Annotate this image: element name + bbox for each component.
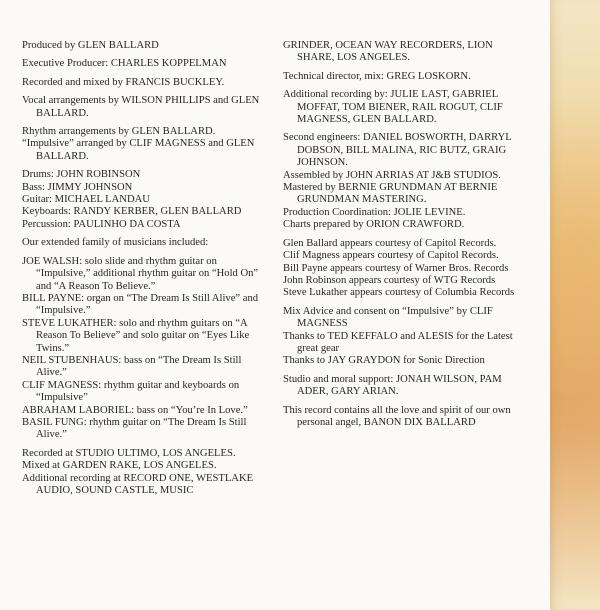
credit-line: Studio and moral support: JONAH WILSON, PAM ADER, GARY ARIAN. bbox=[283, 373, 502, 398]
credit-line: Mastered by BERNIE GRUNDMAN AT BERNIE GRUNDMAN MASTERING. bbox=[283, 182, 498, 206]
credit-line: Second engineers: DANIEL BOSWORTH, DARRYL DOBSON, BILL MALINA, RIC BUTZ, GRAIG JOHNSON. bbox=[283, 132, 512, 169]
credit-line: Mixed at GARDEN RAKE, LOS ANGELES. bbox=[22, 460, 217, 472]
credit-line: Bass: JIMMY JOHNSON bbox=[22, 181, 133, 193]
credit-line: Guitar: MICHAEL LANDAU bbox=[22, 194, 150, 206]
artwork-edge bbox=[550, 0, 600, 610]
credit-line: Recorded at STUDIO ULTIMO, LOS ANGELES. bbox=[22, 447, 236, 459]
credit-line: JOE WALSH: solo slide and rhythm guitar on “Impulsive,” additional rhythm guitar on “Hold On” and “A Reason To Believe.” bbox=[22, 255, 259, 292]
credit-line: Glen Ballard appears courtesy of Capitol Records. bbox=[283, 237, 497, 249]
credit-line: GRINDER, OCEAN WAY RECORDERS, LION SHARE, LOS ANGELES. bbox=[283, 40, 493, 64]
credit-line: Additional recording by: JULIE LAST, GABRIEL MOFFAT, TOM BIENER, RAIL ROGUT, CLIF MAGNESS, GLEN BALLARD. bbox=[283, 89, 503, 126]
credit-line: Bill Payne appears courtesy of Warner Bros. Records bbox=[283, 262, 509, 274]
credit-line: Keyboards: RANDY KERBER, GLEN BALLARD bbox=[22, 206, 242, 218]
credit-line: John Robinson appears courtesy of WTG Records bbox=[283, 274, 496, 286]
credit-line: Mix Advice and consent on “Impulsive” by CLIF MAGNESS bbox=[283, 305, 493, 330]
credit-line: BILL PAYNE: organ on “The Dream Is Still Alive” and “Impulsive.” bbox=[22, 292, 259, 317]
credit-line: Our extended family of musicians included: bbox=[22, 237, 209, 249]
credit-line: Rhythm arrangements by GLEN BALLARD. bbox=[22, 126, 216, 138]
credit-line: Production Coordination: JOLIE LEVINE. bbox=[283, 206, 466, 218]
credit-line: ABRAHAM LABORIEL: bass on “You’re In Love.” bbox=[22, 404, 248, 416]
credit-line: Assembled by JOHN ARRIAS AT J&B STUDIOS. bbox=[283, 169, 501, 181]
credit-line: BASIL FUNG: rhythm guitar on “The Dream Is Still Alive.” bbox=[22, 416, 247, 441]
credit-line: Additional recording at RECORD ONE, WESTLAKE AUDIO, SOUND CASTLE, MUSIC bbox=[22, 472, 254, 496]
credit-line: CLIF MAGNESS: rhythm guitar and keyboards on “Impulsive” bbox=[22, 379, 240, 404]
credit-line: NEIL STUBENHAUS: bass on “The Dream Is Still Alive.” bbox=[22, 354, 242, 379]
credit-line: Clif Magness appears courtesy of Capitol Records. bbox=[283, 250, 499, 262]
credit-line: Technical director, mix: GREG LOSKORN. bbox=[283, 70, 471, 82]
credit-line: Thanks to TED KEFFALO and ALESIS for the Latest great gear bbox=[283, 330, 513, 354]
credits-right-column bbox=[283, 40, 521, 429]
credit-line: Recorded and mixed by FRANCIS BUCKLEY. bbox=[22, 76, 225, 88]
credit-line: “Impulsive” arranged by CLIF MAGNESS and GLEN BALLARD. bbox=[22, 138, 255, 162]
credit-line: Steve Lukather appears courtesy of Columbia Records bbox=[283, 287, 515, 299]
credit-line: This record contains all the love and spirit of our own personal angel, BANON DIX BALLARD bbox=[283, 404, 511, 428]
credit-line: Vocal arrangements by WILSON PHILLIPS and GLEN BALLARD. bbox=[22, 95, 260, 119]
credit-line: Drums: JOHN ROBINSON bbox=[22, 169, 141, 181]
credit-line: Thanks to JAY GRAYDON for Sonic Direction bbox=[283, 355, 485, 367]
credit-line: STEVE LUKATHER: solo and rhythm guitars on “A Reason To Believe” and solo guitar on “Eyes Like Twins.” bbox=[22, 317, 250, 354]
credit-line: Charts prepared by ORION CRAWFORD. bbox=[283, 219, 465, 231]
credit-line: Produced by GLEN BALLARD bbox=[22, 40, 159, 51]
credit-line: Percussion: PAULINHO DA COSTA bbox=[22, 218, 181, 230]
credit-line: Executive Producer: CHARLES KOPPELMAN bbox=[22, 58, 227, 70]
credits-left-column bbox=[22, 40, 270, 497]
